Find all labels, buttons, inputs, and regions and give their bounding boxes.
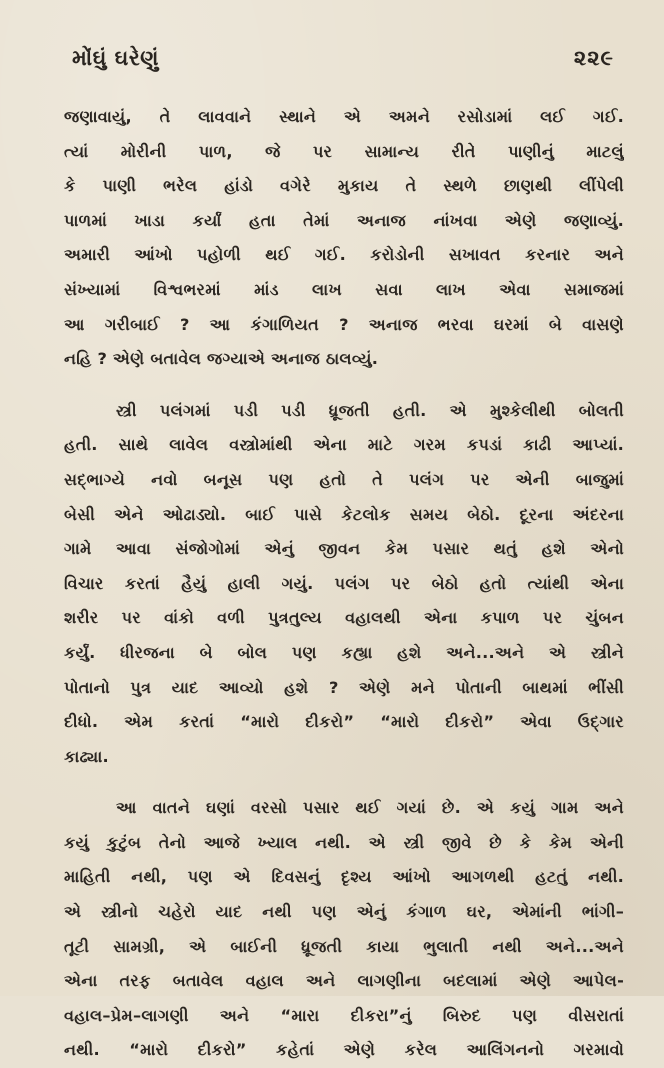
text-line: ત્યાં મોરીની પાળ, જે પર સામાન્ય રીતે પાણીનું માટલું bbox=[64, 141, 624, 161]
text-line: વહાલ–પ્રેમ–લાગણી અને “મારા દીકરા”નું બિરુદ પણ વીસરાતાં bbox=[64, 1005, 624, 1025]
text-line: સંખ્યામાં વિશ્વભરમાં માંડ લાખ સવા લાખ એવા સમાજમાં bbox=[64, 279, 624, 299]
text-line: પોતાનો પુત્ર યાદ આવ્યો હશે ? એણે મને પોતાની બાથમાં ભીંસી bbox=[64, 677, 624, 697]
text-line: બેસી એને ઓઢાડ્યો. બાઈ પાસે કેટલોક સમય બેઠો. દૂરના અંદરના bbox=[64, 504, 624, 524]
text-line: સદ્ભાગ્યે નવો બનૂસ પણ હતો તે પલંગ પર એની બાજુમાં bbox=[64, 469, 624, 489]
text-line: નથી. “મારો દીકરો” કહેતાં એણે કરેલ આલિંગનનો ગરમાવો bbox=[64, 1040, 624, 1060]
text-line: અમારી આંખો પહોળી થઈ ગઈ. કરોડોની સખાવત કરનાર અને bbox=[64, 245, 624, 265]
text-line: સ્ત્રી પલંગમાં પડી પડી ધ્રૂજતી હતી. એ મુશ્કેલીથી બોલતી bbox=[116, 400, 624, 420]
text-line: કર્યું. ધીરજના બે બોલ પણ કહ્યા હશે અને...અને એ સ્ત્રીને bbox=[64, 642, 624, 662]
paragraph-2 bbox=[64, 394, 624, 775]
page-header bbox=[62, 46, 620, 76]
text-line: વિચાર કરતાં હૈયું હાલી ગયું. પલંગ પર બેઠો હતો ત્યાંથી એના bbox=[64, 573, 624, 593]
running-head: મોંઘું ઘરેણું bbox=[72, 46, 159, 70]
text-line: હતી. સાથે લાવેલ વસ્ત્રોમાંથી એના માટે ગરમ કપડાં કાઢી આપ્યાં. bbox=[64, 435, 624, 455]
text-line: જણાવાયું, તે લાવવાને સ્થાને એ અમને રસોડામાં લઈ ગઈ. bbox=[64, 107, 624, 126]
text-line: કે પાણી ભરેલ હાંડો વગેરે મુકાય તે સ્થળે છાણથી લીંપેલી bbox=[64, 176, 624, 196]
page-number: ૨૨૯ bbox=[573, 46, 614, 70]
text-line: આ વાતને ઘણાં વરસો પસાર થઈ ગયાં છે. એ કયું ગામ અને bbox=[116, 798, 624, 818]
text-line: એ સ્ત્રીનો ચહેરો યાદ નથી પણ એનું કંગાળ ઘર, એમાંની ભાંગી– bbox=[64, 902, 624, 922]
text-line: કાઢ્યા. bbox=[64, 746, 109, 766]
text-line: પાળમાં ખાડા કર્યાં હતા તેમાં અનાજ નાંખવા એણે જણાવ્યું. bbox=[64, 210, 624, 230]
text-line: નહિ ? એણે બતાવેલ જગ્યાએ અનાજ ઠાલવ્યું. bbox=[64, 349, 379, 369]
text-line: શરીર પર વાંકો વળી પુત્રતુલ્ય વહાલથી એના કપાળ પર ચુંબન bbox=[64, 608, 624, 628]
text-line: એના તરફ બતાવેલ વહાલ અને લાગણીના બદલામાં એણે આપેલ- bbox=[64, 971, 624, 991]
text-line: ગામે આવા સંજોગોમાં એનું જીવન કેમ પસાર થતું હશે એનો bbox=[64, 539, 624, 559]
text-line: કયું કુટુંબ તેનો આજે ખ્યાલ નથી. એ સ્ત્રી જીવે છે કે કેમ એની bbox=[64, 832, 624, 852]
page-body bbox=[64, 100, 624, 1068]
text-line: દીધો. એમ કરતાં “મારો દીકરો” “મારો દીકરો” એવા ઉદ્ગાર bbox=[64, 712, 624, 732]
paragraph-1 bbox=[64, 100, 624, 377]
paragraph-3 bbox=[64, 791, 624, 1068]
text-line: માહિતી નથી, પણ એ દિવસનું દૃશ્ય આંખો આગળથી હટતું નથી. bbox=[64, 867, 624, 887]
text-line: તૂટી સામગ્રી, એ બાઈની ધ્રૂજતી કાયા ભુલાતી નથી અને...અને bbox=[64, 936, 624, 956]
text-line: આ ગરીબાઈ ? આ કંગાળિયત ? અનાજ ભરવા ઘરમાં બે વાસણે bbox=[64, 314, 624, 334]
